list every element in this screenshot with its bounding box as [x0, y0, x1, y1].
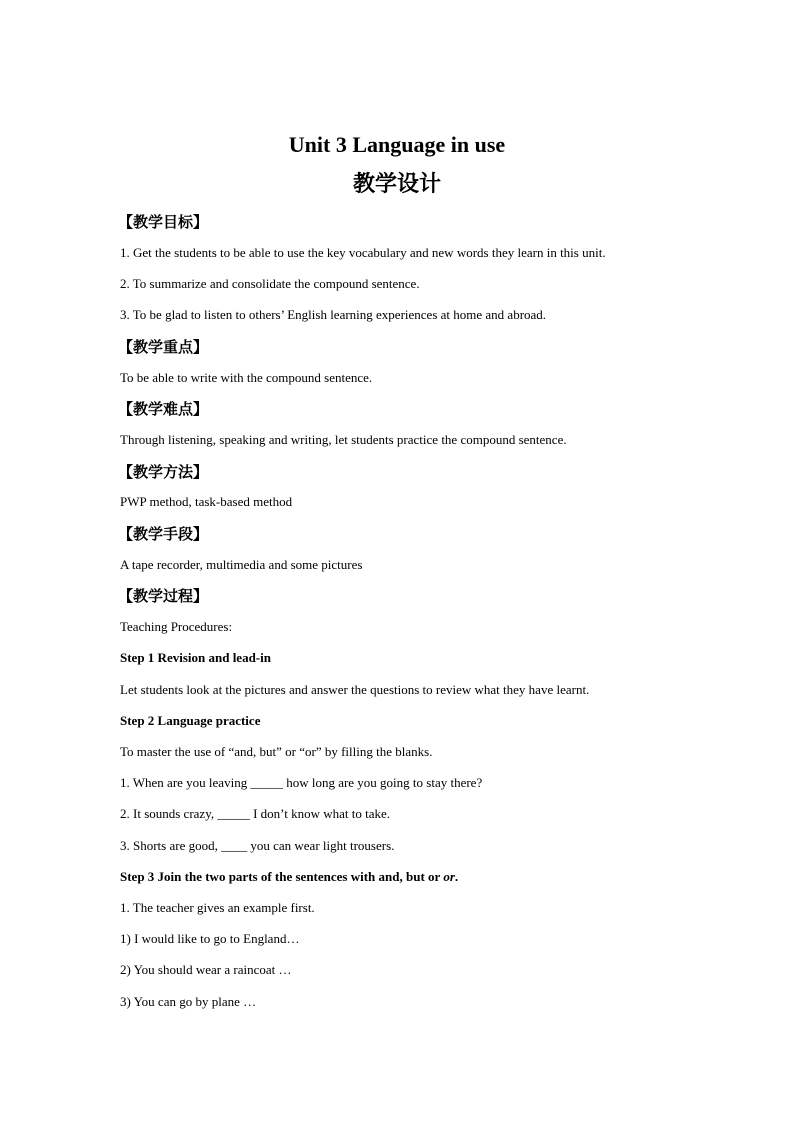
- step1-title: Step 1 Revision and lead-in: [120, 650, 271, 665]
- process-intro: Teaching Procedures:: [120, 619, 233, 634]
- difficult-points-text: Through listening, speaking and writing, let students practice the compound sentence.: [120, 432, 567, 447]
- step3-title-main: Step 3 Join the two parts of the sentences with and, but or: [120, 869, 444, 884]
- page-subtitle: 教学设计: [352, 172, 441, 197]
- difficult-points-heading: 【教学难点】: [118, 400, 209, 418]
- step2-item: 3. Shorts are good, ____ you can wear light trousers.: [120, 838, 395, 853]
- key-points-heading: 【教学重点】: [118, 338, 209, 356]
- step3-item: 2) You should wear a raincoat …: [120, 962, 292, 977]
- means-heading: 【教学手段】: [118, 525, 209, 543]
- objective-item: 1. Get the students to be able to use the key vocabulary and new words they learn in this unit.: [120, 245, 606, 260]
- page-title: Unit 3 Language in use: [288, 132, 506, 157]
- step3-item: 3) You can go by plane …: [120, 994, 257, 1009]
- methods-text: PWP method, task-based method: [120, 494, 293, 509]
- step3-intro: 1. The teacher gives an example first.: [120, 900, 315, 915]
- step1-text: Let students look at the pictures and answer the questions to review what they have learnt.: [120, 682, 590, 697]
- step2-title: Step 2 Language practice: [120, 713, 261, 728]
- step3-title-italic: or: [443, 869, 455, 884]
- step2-item: 2. It sounds crazy, _____ I don’t know what to take.: [120, 806, 391, 821]
- step3-title: [120, 868, 720, 886]
- objective-item: 3. To be glad to listen to others’ English learning experiences at home and abroad.: [120, 307, 547, 322]
- means-text: A tape recorder, multimedia and some pictures: [120, 557, 363, 572]
- step3-item: 1) I would like to go to England…: [120, 931, 300, 946]
- methods-heading: 【教学方法】: [118, 463, 209, 481]
- process-heading: 【教学过程】: [118, 587, 209, 605]
- step2-text: To master the use of “and, but” or “or” by filling the blanks.: [120, 744, 433, 759]
- objectives-heading: 【教学目标】: [118, 213, 209, 231]
- objective-item: 2. To summarize and consolidate the compound sentence.: [120, 276, 420, 291]
- step2-item: 1. When are you leaving _____ how long are you going to stay there?: [120, 775, 483, 790]
- step3-title-end: .: [454, 869, 459, 884]
- key-points-text: To be able to write with the compound sentence.: [120, 370, 373, 385]
